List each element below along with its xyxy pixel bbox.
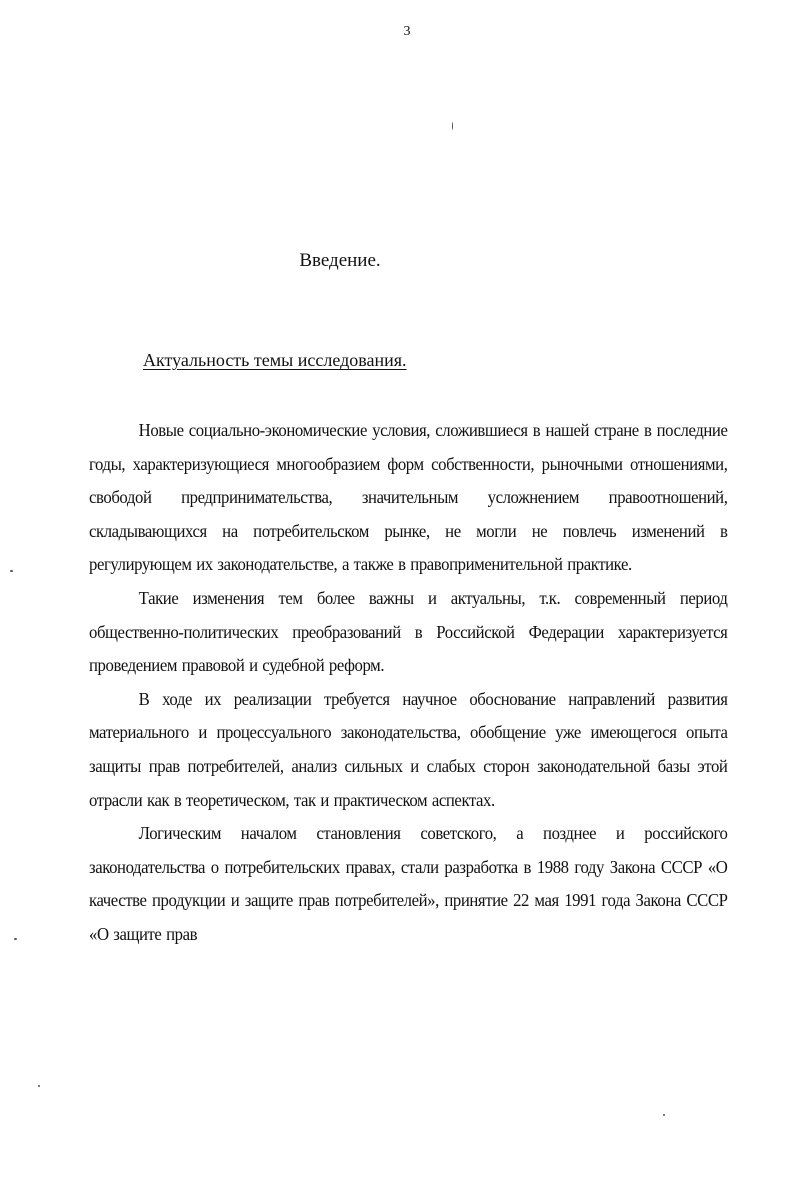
scan-speck: [663, 1114, 665, 1116]
paragraph-1: Новые социально-экономические условия, сложившиеся в нашей стране в последние годы, характеризующиеся многообразием форм собственности, рыночными отношениями, свободой предпринимательства, значительным усложнением правоотношений, складывающихся на потребительском рынке, не могли не повлечь изменений в регулирующем их законодательстве, а также в правоприменительной практике.: [89, 420, 728, 575]
page-number: 3: [403, 24, 411, 39]
section-subheading: Актуальность темы исследования.: [143, 350, 407, 370]
scan-speck: [14, 938, 17, 940]
scan-speck: [452, 122, 453, 130]
paragraph-3: В ходе их реализации требуется научное обоснование направлений развития материального и процессуального законодательства, обобщение уже имеющегося опыта защиты прав потребителей, анализ сильных и слабых сторон законодательной базы этой отрасли как в теоретическом, так и практическом аспектах.: [89, 688, 728, 810]
paragraph-4: Логическим началом становления советского, а позднее и российского законодательства о потребительских правах, стали разработка в 1988 году Закона СССР «О качестве продукции и защите прав потребителей», принятие 22 мая 1991 года Закона СССР «О защите прав: [89, 823, 728, 944]
paragraph-2: Такие изменения тем более важны и актуальны, т.к. современный период общественно-политических преобразований в Российской Федерации характеризуется проведением правовой и судебной реформ.: [89, 587, 728, 676]
body-text: [89, 414, 728, 952]
scan-speck: [10, 570, 13, 572]
scan-speck: [38, 1085, 40, 1087]
section-heading: Введение.: [299, 250, 381, 271]
